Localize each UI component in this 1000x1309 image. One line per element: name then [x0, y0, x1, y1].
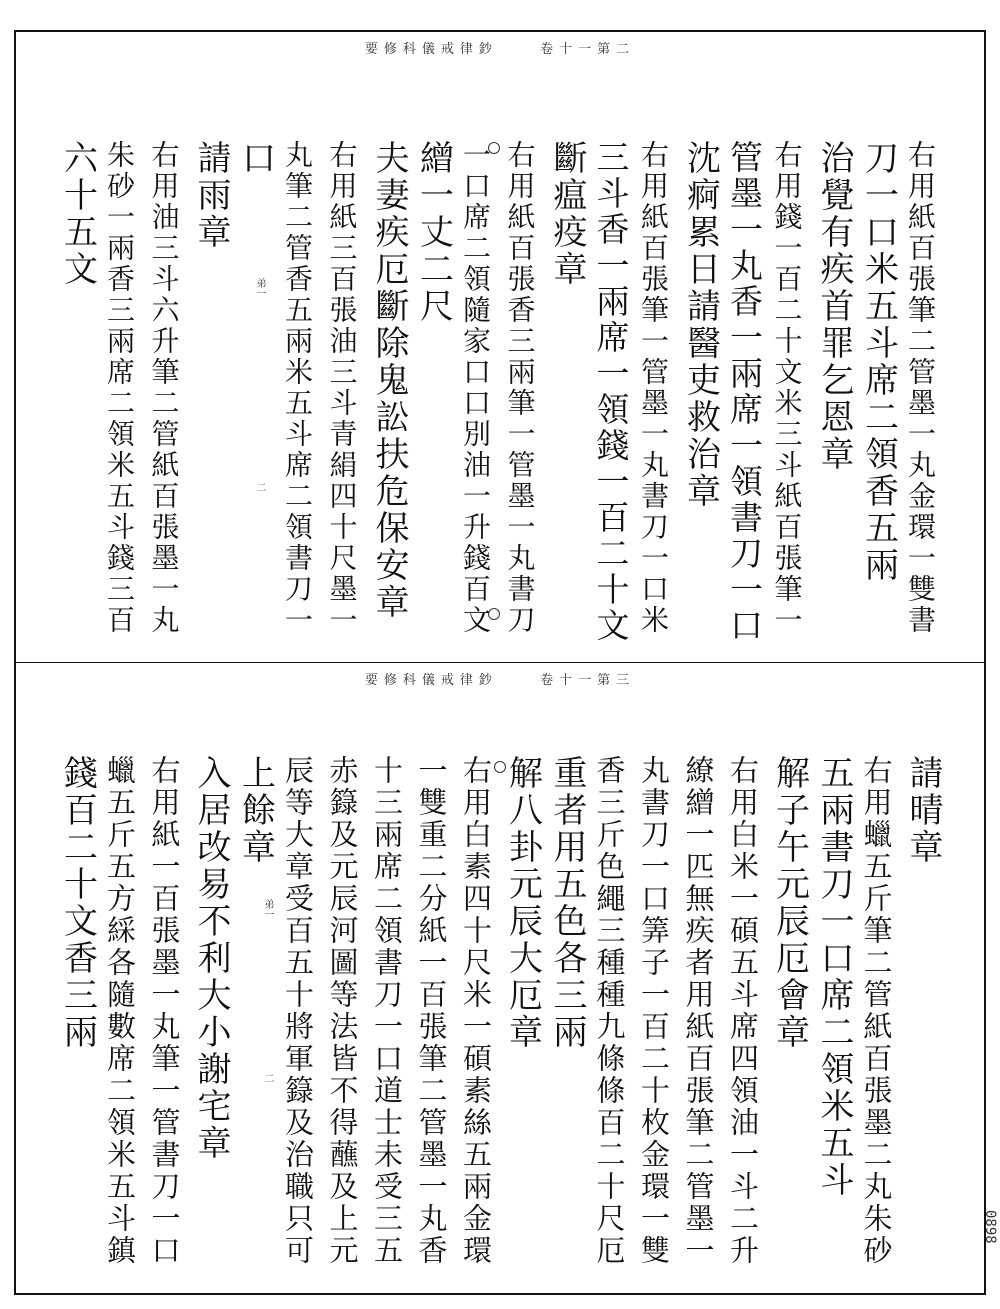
text-column: 右用紙三百張油三斗青絹四十尺墨一 [325, 140, 359, 636]
text-column: 繚繒一匹無疾者用紙百張筆二管墨一 [681, 755, 716, 1267]
text-column: 丸書刀一口筭子一百二十枚金環一雙 [637, 755, 671, 1267]
text-column: 右用錢一百二十文米三斗紙百張筆一 [770, 140, 804, 636]
margin-note: 弟一 [254, 278, 265, 298]
text-column: 口 [235, 140, 276, 177]
text-column: 右用油三斗六升筆二管紙百張墨一丸 [147, 140, 181, 636]
text-column: 錢百二十文香三兩 [57, 755, 98, 1051]
bottom-header-title: 要修科儀戒律鈔 [364, 673, 498, 688]
text-column: 右用白米一碩五斗席四領油一斗二升 [726, 755, 760, 1267]
text-column: 右用白素四十尺米一碩素絲五兩金環 [459, 755, 493, 1267]
circle-mark [488, 608, 500, 620]
text-column: 沈痾累日請醫吏救治章 [680, 140, 721, 510]
text-column: 治覺有疾首罪乞恩章 [814, 140, 854, 473]
text-column: 解子午元辰厄會章 [769, 755, 810, 1051]
bottom-running-header [16, 669, 984, 688]
text-column: 請晴章 [903, 755, 943, 866]
circle-mark [488, 142, 500, 154]
text-column: 辰等大章受百五十將軍籙及治職只可 [281, 755, 315, 1267]
text-column: 一口席二領隨家口口別油一升錢百文 [459, 140, 492, 636]
margin-note: 弟一 [262, 899, 273, 919]
text-column: 斷瘟疫章 [547, 140, 587, 288]
text-column: 丸筆二管香五兩米五斗席二領書刀一 [281, 140, 314, 636]
text-column: 夫妻疾厄斷除鬼訟扶危保安章 [369, 140, 409, 621]
text-column: 六十五文 [57, 140, 98, 288]
text-column: 請雨章 [191, 140, 231, 251]
page-number: 0898 [982, 1210, 998, 1244]
text-column: 五兩書刀一口席二領米五斗 [814, 755, 854, 1199]
text-column: 解八卦元辰大厄章 [502, 755, 543, 1051]
text-column: 管墨一丸香一兩席一領書刀一口 [725, 140, 764, 644]
text-column: 右用蠟五斤筆二管紙百張墨二丸朱砂 [859, 755, 894, 1267]
text-column: 右用紙百張筆二管墨一丸金環一雙書 [904, 140, 937, 636]
text-column: 赤籙及元辰河圖等法皆不得蘸及上元 [325, 755, 360, 1267]
text-column: 入居改易不利大小謝宅章 [191, 755, 231, 1162]
text-column: 三斗香一兩席一領錢一百二十文 [591, 140, 631, 644]
bottom-folio [14, 662, 986, 1295]
text-column: 十三兩席二領書刀一口道士未受三五 [370, 755, 404, 1267]
bottom-header-chapter: 卷十一第三 [540, 673, 636, 688]
text-column: 右用紙百張香三兩筆一管墨一丸書刀 [503, 140, 537, 636]
text-column: 一雙重二分紙一百張筆二管墨一丸香 [414, 755, 449, 1267]
text-column: 重者用五色各三兩 [547, 755, 587, 1051]
margin-note: 二 [254, 482, 265, 492]
text-column: 香三斤色繩三種種九條條百二十尺厄 [592, 755, 627, 1267]
text-column: 繒一丈二尺 [413, 140, 454, 325]
top-folio [14, 30, 986, 663]
top-header-title: 要修科儀戒律鈔 [364, 42, 498, 57]
text-column: 朱砂一兩香三兩席二領米五斗錢三百 [103, 140, 136, 636]
circle-mark [494, 761, 506, 773]
margin-note: 二 [262, 1073, 273, 1083]
text-column: 蠟五斤五方綵各隨數席二領米五斗鎮 [103, 755, 137, 1267]
text-column: 刀一口米五斗席二領香五兩 [858, 140, 899, 584]
top-header-chapter: 卷十一第二 [540, 42, 636, 57]
text-column: 右用紙百張筆一管墨一丸書刀一口米 [637, 140, 670, 636]
text-column: 上餘章 [235, 755, 276, 866]
top-running-header [16, 38, 984, 57]
text-column: 右用紙一百張墨一丸筆一管書刀一口 [147, 755, 182, 1267]
